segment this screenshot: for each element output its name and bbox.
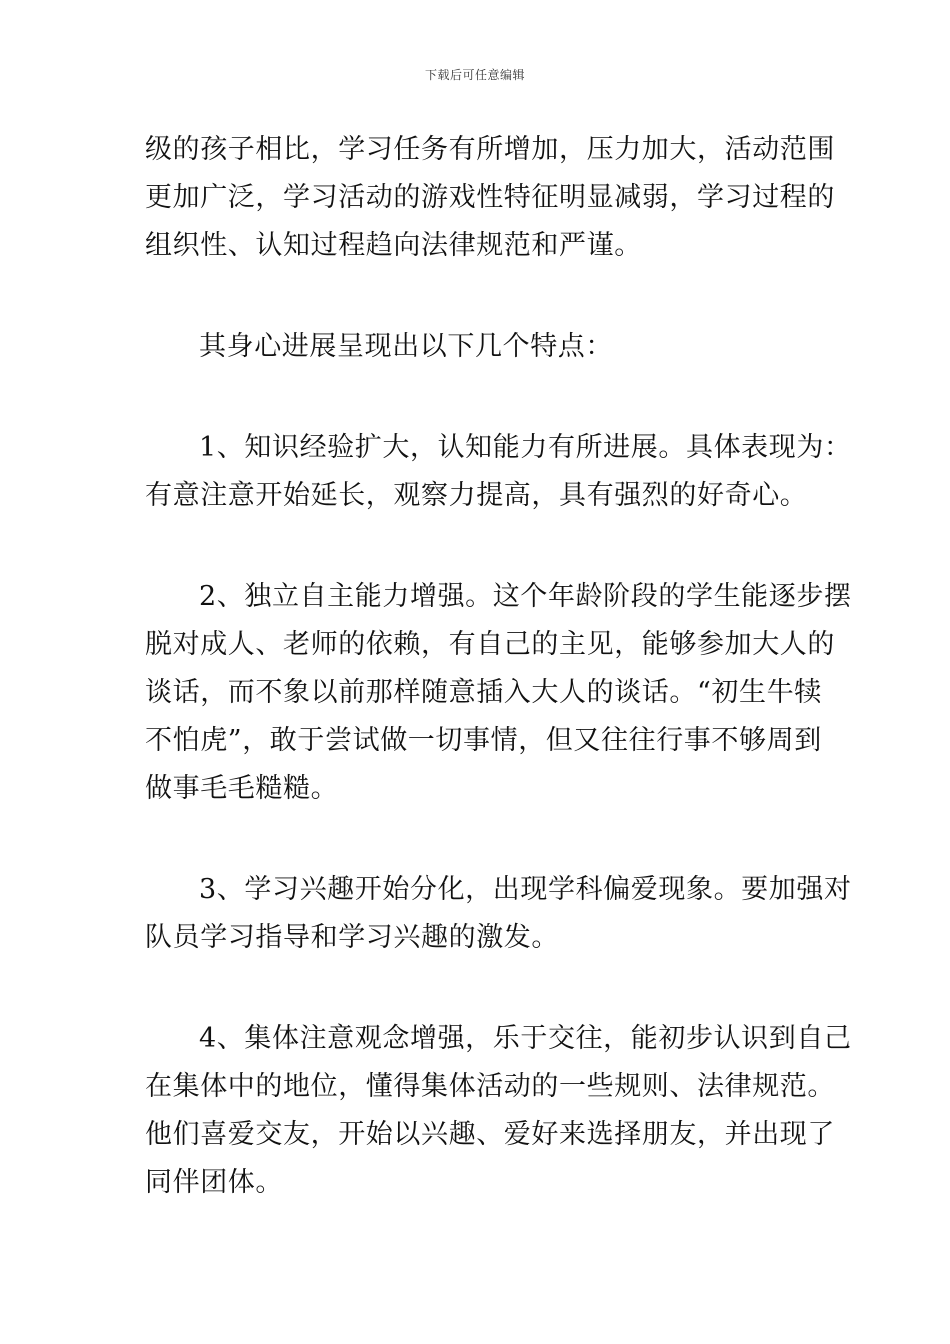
text-line: 做事毛毛糙糙。 (145, 773, 339, 804)
text-line: 更加广泛，学习活动的游戏性特征明显减弱，学习过程的 (145, 182, 835, 213)
paragraph (145, 126, 835, 270)
paragraph (145, 866, 852, 962)
text-line: 有意注意开始延长，观察力提高，具有强烈的好奇心。 (145, 480, 808, 511)
text-line: 2、独立自主能力增强。这个年龄阶段的学生能逐步摆 (199, 581, 852, 612)
text-line: 3、学习兴趣开始分化，出现学科偏爱现象。要加强对 (199, 874, 852, 905)
paragraph-gap (145, 270, 809, 323)
text-line: 在集体中的地位，懂得集体活动的一些规则、法律规范。 (145, 1071, 835, 1102)
paragraph-gap (145, 371, 809, 424)
text-line: 4、集体注意观念增强，乐于交往，能初步认识到自己 (199, 1023, 852, 1054)
document-body (145, 126, 852, 1207)
text-line: 他们喜爱交友，开始以兴趣、爱好来选择朋友，并出现了 (145, 1119, 835, 1150)
text-line: 1、知识经验扩大，认知能力有所进展。具体表现为： (199, 432, 852, 463)
text-line: 队员学习指导和学习兴趣的激发。 (145, 922, 559, 953)
paragraph (145, 323, 809, 371)
text-line: 不怕虎”，敢于尝试做一切事情，但又往往行事不够周到 (145, 725, 822, 756)
paragraph (145, 424, 852, 520)
text-line: 同伴团体。 (145, 1167, 283, 1198)
header-note: 下载后可任意编辑 (424, 68, 525, 82)
paragraph-gap (145, 962, 809, 1015)
text-line: 级的孩子相比，学习任务有所增加，压力加大，活动范围 (145, 134, 835, 165)
paragraph (145, 573, 852, 813)
text-line: 脱对成人、老师的依赖，有自己的主见，能够参加大人的 (145, 629, 835, 660)
text-line: 谈话，而不象以前那样随意插入大人的谈话。“初生牛犊 (145, 677, 822, 708)
paragraph-gap (145, 520, 809, 573)
paragraph (145, 1015, 852, 1207)
text-line: 组织性、认知过程趋向法律规范和严谨。 (145, 230, 642, 261)
paragraph-gap (145, 813, 809, 866)
text-line: 其身心进展呈现出以下几个特点： (199, 331, 613, 362)
